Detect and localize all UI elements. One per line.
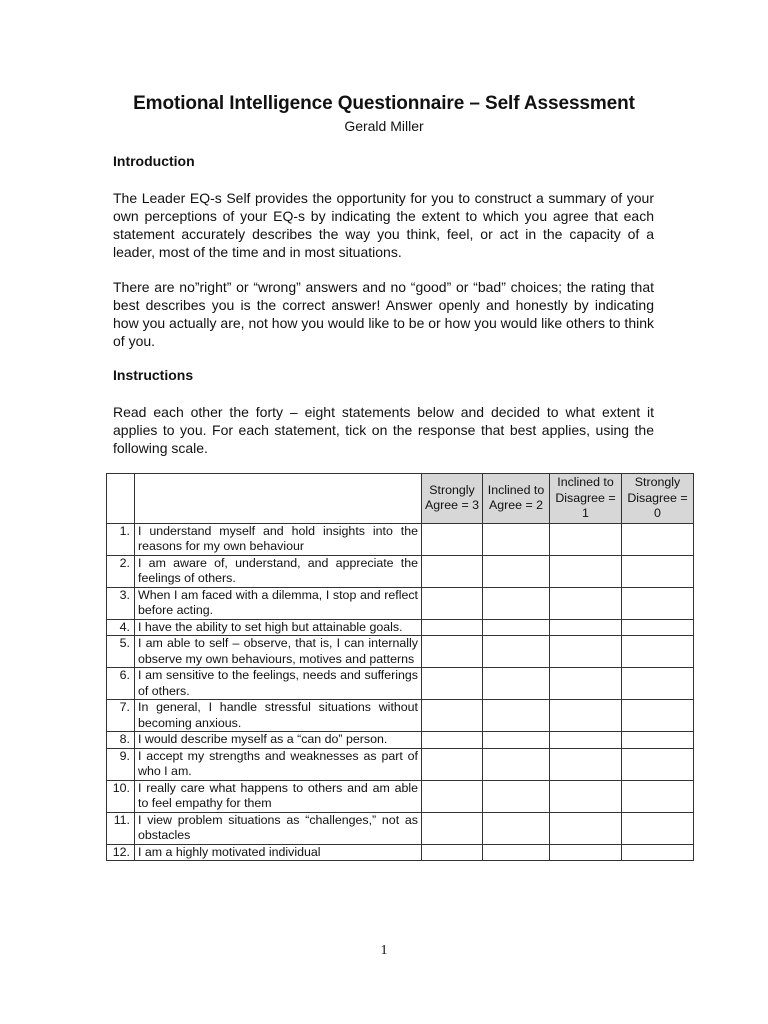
row-number: 9.	[107, 748, 135, 780]
column-strongly-disagree: Strongly Disagree = 0	[622, 474, 694, 524]
response-cell-inclined-to-agree[interactable]	[483, 812, 550, 844]
response-cell-strongly-agree[interactable]	[422, 523, 483, 555]
response-cell-strongly-agree[interactable]	[422, 668, 483, 700]
response-cell-strongly-agree[interactable]	[422, 748, 483, 780]
column-strongly-agree: Strongly Agree = 3	[422, 474, 483, 524]
table-row	[107, 555, 694, 587]
statement-text: I have the ability to set high but attainable goals.	[135, 619, 422, 636]
response-cell-strongly-agree[interactable]	[422, 700, 483, 732]
row-number: 7.	[107, 700, 135, 732]
response-cell-inclined-to-agree[interactable]	[483, 748, 550, 780]
statement-text: I am a highly motivated individual	[135, 844, 422, 861]
response-cell-strongly-disagree[interactable]	[622, 668, 694, 700]
column-inclined-to-agree: Inclined to Agree = 2	[483, 474, 550, 524]
response-cell-strongly-disagree[interactable]	[622, 555, 694, 587]
response-cell-inclined-to-disagree[interactable]	[550, 780, 622, 812]
row-number: 6.	[107, 668, 135, 700]
response-cell-strongly-agree[interactable]	[422, 780, 483, 812]
table-row	[107, 812, 694, 844]
column-inclined-to-disagree: Inclined to Disagree = 1	[550, 474, 622, 524]
statement-text: In general, I handle stressful situations without becoming anxious.	[135, 700, 422, 732]
statement-text: When I am faced with a dilemma, I stop and reflect before acting.	[135, 587, 422, 619]
table-row	[107, 668, 694, 700]
response-cell-inclined-to-agree[interactable]	[483, 523, 550, 555]
row-number: 4.	[107, 619, 135, 636]
questionnaire-table	[106, 473, 694, 861]
response-cell-inclined-to-disagree[interactable]	[550, 844, 622, 861]
response-cell-inclined-to-disagree[interactable]	[550, 732, 622, 749]
response-cell-strongly-disagree[interactable]	[622, 700, 694, 732]
statement-text: I accept my strengths and weaknesses as part of who I am.	[135, 748, 422, 780]
introduction-heading: Introduction	[113, 153, 195, 169]
table-row	[107, 587, 694, 619]
row-number: 12.	[107, 844, 135, 861]
response-cell-inclined-to-agree[interactable]	[483, 844, 550, 861]
statement-text: I view problem situations as “challenges,” not as obstacles	[135, 812, 422, 844]
response-cell-strongly-disagree[interactable]	[622, 812, 694, 844]
response-cell-inclined-to-agree[interactable]	[483, 780, 550, 812]
response-cell-strongly-agree[interactable]	[422, 812, 483, 844]
response-cell-strongly-disagree[interactable]	[622, 619, 694, 636]
response-cell-inclined-to-disagree[interactable]	[550, 748, 622, 780]
response-cell-strongly-agree[interactable]	[422, 732, 483, 749]
row-number: 8.	[107, 732, 135, 749]
response-cell-strongly-agree[interactable]	[422, 636, 483, 668]
table-row	[107, 700, 694, 732]
table-header-row	[107, 474, 694, 524]
response-cell-inclined-to-disagree[interactable]	[550, 668, 622, 700]
row-number: 5.	[107, 636, 135, 668]
response-cell-strongly-agree[interactable]	[422, 587, 483, 619]
statement-text: I would describe myself as a “can do” person.	[135, 732, 422, 749]
response-cell-inclined-to-agree[interactable]	[483, 555, 550, 587]
response-cell-strongly-disagree[interactable]	[622, 523, 694, 555]
statement-text: I understand myself and hold insights into the reasons for my own behaviour	[135, 523, 422, 555]
statement-text: I am able to self – observe, that is, I can internally observe my own behaviours, motives and patterns	[135, 636, 422, 668]
response-cell-inclined-to-disagree[interactable]	[550, 587, 622, 619]
header-statement-cell	[135, 474, 422, 524]
introduction-paragraph-1: The Leader EQ-s Self provides the opportunity for you to construct a summary of your own perceptions of your EQ-s by indicating the extent to which you agree that each statement accurately describes the way you think, feel, or act in the capacity of a leader, most of the time and in most situations.	[113, 190, 654, 260]
statement-text: I really care what happens to others and am able to feel empathy for them	[135, 780, 422, 812]
instructions-heading: Instructions	[113, 367, 194, 383]
response-cell-strongly-disagree[interactable]	[622, 748, 694, 780]
row-number: 1.	[107, 523, 135, 555]
response-cell-inclined-to-agree[interactable]	[483, 700, 550, 732]
instructions-paragraph: Read each other the forty – eight statements below and decided to what extent it applies to you. For each statement, tick on the response that best applies, using the following scale.	[113, 404, 654, 456]
response-cell-strongly-agree[interactable]	[422, 555, 483, 587]
table-row	[107, 636, 694, 668]
row-number: 11.	[107, 812, 135, 844]
response-cell-inclined-to-agree[interactable]	[483, 732, 550, 749]
row-number: 10.	[107, 780, 135, 812]
response-cell-inclined-to-disagree[interactable]	[550, 812, 622, 844]
table-row	[107, 748, 694, 780]
response-cell-strongly-disagree[interactable]	[622, 844, 694, 861]
response-cell-inclined-to-disagree[interactable]	[550, 555, 622, 587]
response-cell-inclined-to-agree[interactable]	[483, 619, 550, 636]
row-number: 3.	[107, 587, 135, 619]
page-title: Emotional Intelligence Questionnaire – Self Assessment	[133, 93, 635, 114]
header-number-cell	[107, 474, 135, 524]
introduction-paragraph-2: There are no”right” or “wrong” answers and no “good” or “bad” choices; the rating that best describes you is the correct answer! Answer openly and honestly by indicating how you actually are, not how you would like to be or how you would like others to think of you.	[113, 279, 654, 349]
table-row	[107, 732, 694, 749]
response-cell-inclined-to-agree[interactable]	[483, 587, 550, 619]
table-row	[107, 844, 694, 861]
table-row	[107, 619, 694, 636]
row-number: 2.	[107, 555, 135, 587]
response-cell-inclined-to-disagree[interactable]	[550, 636, 622, 668]
statement-text: I am aware of, understand, and appreciate the feelings of others.	[135, 555, 422, 587]
response-cell-strongly-disagree[interactable]	[622, 636, 694, 668]
response-cell-strongly-disagree[interactable]	[622, 780, 694, 812]
response-cell-inclined-to-agree[interactable]	[483, 636, 550, 668]
response-cell-strongly-disagree[interactable]	[622, 732, 694, 749]
page-number: 1	[380, 943, 388, 958]
table-row	[107, 780, 694, 812]
response-cell-strongly-agree[interactable]	[422, 619, 483, 636]
response-cell-inclined-to-disagree[interactable]	[550, 700, 622, 732]
statement-text: I am sensitive to the feelings, needs and sufferings of others.	[135, 668, 422, 700]
table-row	[107, 523, 694, 555]
response-cell-inclined-to-disagree[interactable]	[550, 523, 622, 555]
response-cell-strongly-agree[interactable]	[422, 844, 483, 861]
response-cell-strongly-disagree[interactable]	[622, 587, 694, 619]
response-cell-inclined-to-disagree[interactable]	[550, 619, 622, 636]
author-name: Gerald Miller	[344, 118, 424, 134]
response-cell-inclined-to-agree[interactable]	[483, 668, 550, 700]
